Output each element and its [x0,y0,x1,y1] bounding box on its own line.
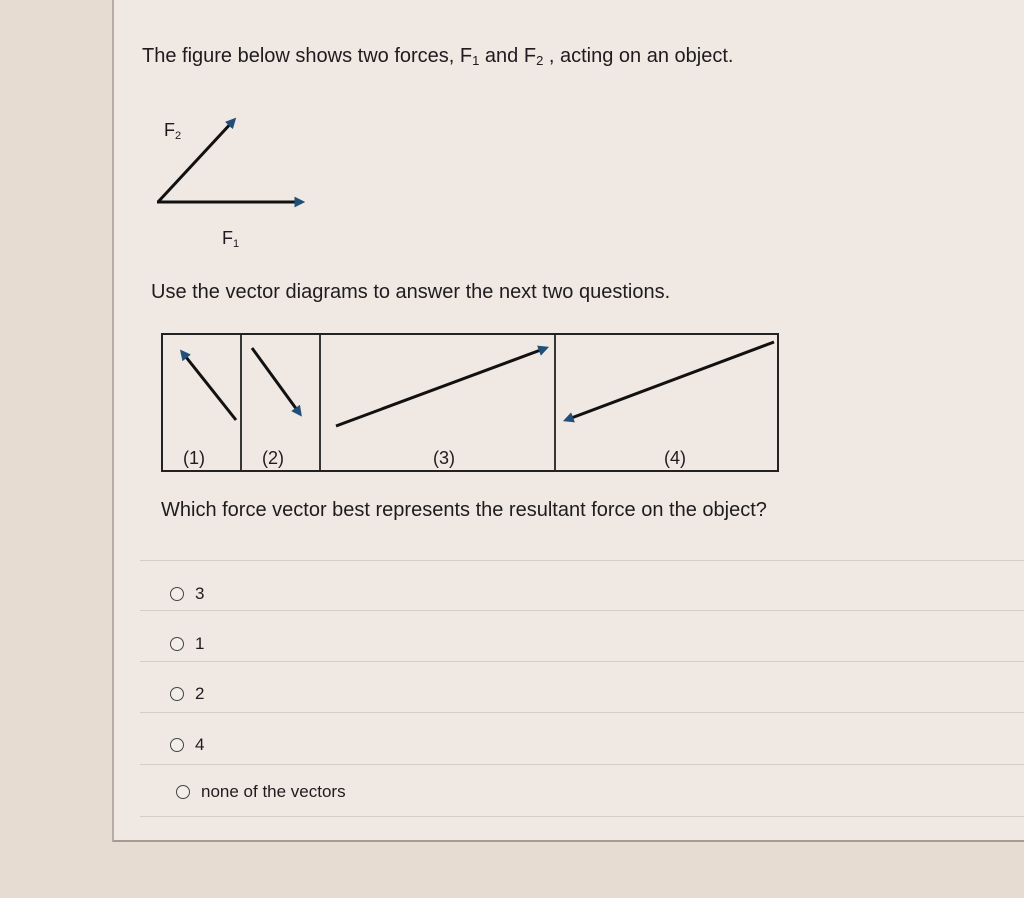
answer-option-label: none of the vectors [201,782,346,801]
vector-3-label: (3) [433,448,455,468]
answer-option-label: 1 [195,634,205,653]
radio-button[interactable] [170,738,184,752]
divider [140,712,1024,713]
answer-option[interactable] [170,735,204,755]
question-text: Which force vector best represents the resultant force on the object? [161,499,767,521]
divider [140,610,1024,611]
vector-3-arrow [336,348,546,426]
vector-2-label: (2) [262,448,284,468]
f2-label: $F_2$ [164,120,182,142]
vector-4-label: (4) [664,448,686,468]
divider [140,816,1024,817]
radio-button[interactable] [170,687,184,701]
radio-button[interactable] [170,637,184,651]
divider [140,560,1024,561]
question-intro: The figure below shows two forces, $F_1$ and $F_2$ , acting on an object. [142,45,734,68]
f1-label: $F_1$ [222,228,240,250]
divider [140,764,1024,765]
answer-option-label: 2 [195,684,205,703]
vector-1-arrow [182,352,236,420]
radio-button[interactable] [170,587,184,601]
radio-button[interactable] [176,785,190,799]
vector-2-arrow [252,348,300,414]
divider [140,661,1024,662]
sub-prompt: Use the vector diagrams to answer the next two questions. [151,281,671,303]
answer-option[interactable] [176,782,346,802]
answer-option-label: 3 [195,584,205,603]
answer-option-label: 4 [195,735,205,754]
answer-option[interactable] [170,684,204,704]
vector-1-label: (1) [183,448,205,468]
answer-option[interactable] [170,584,204,604]
vector-4-arrow [566,342,774,420]
answer-option[interactable] [170,634,204,654]
